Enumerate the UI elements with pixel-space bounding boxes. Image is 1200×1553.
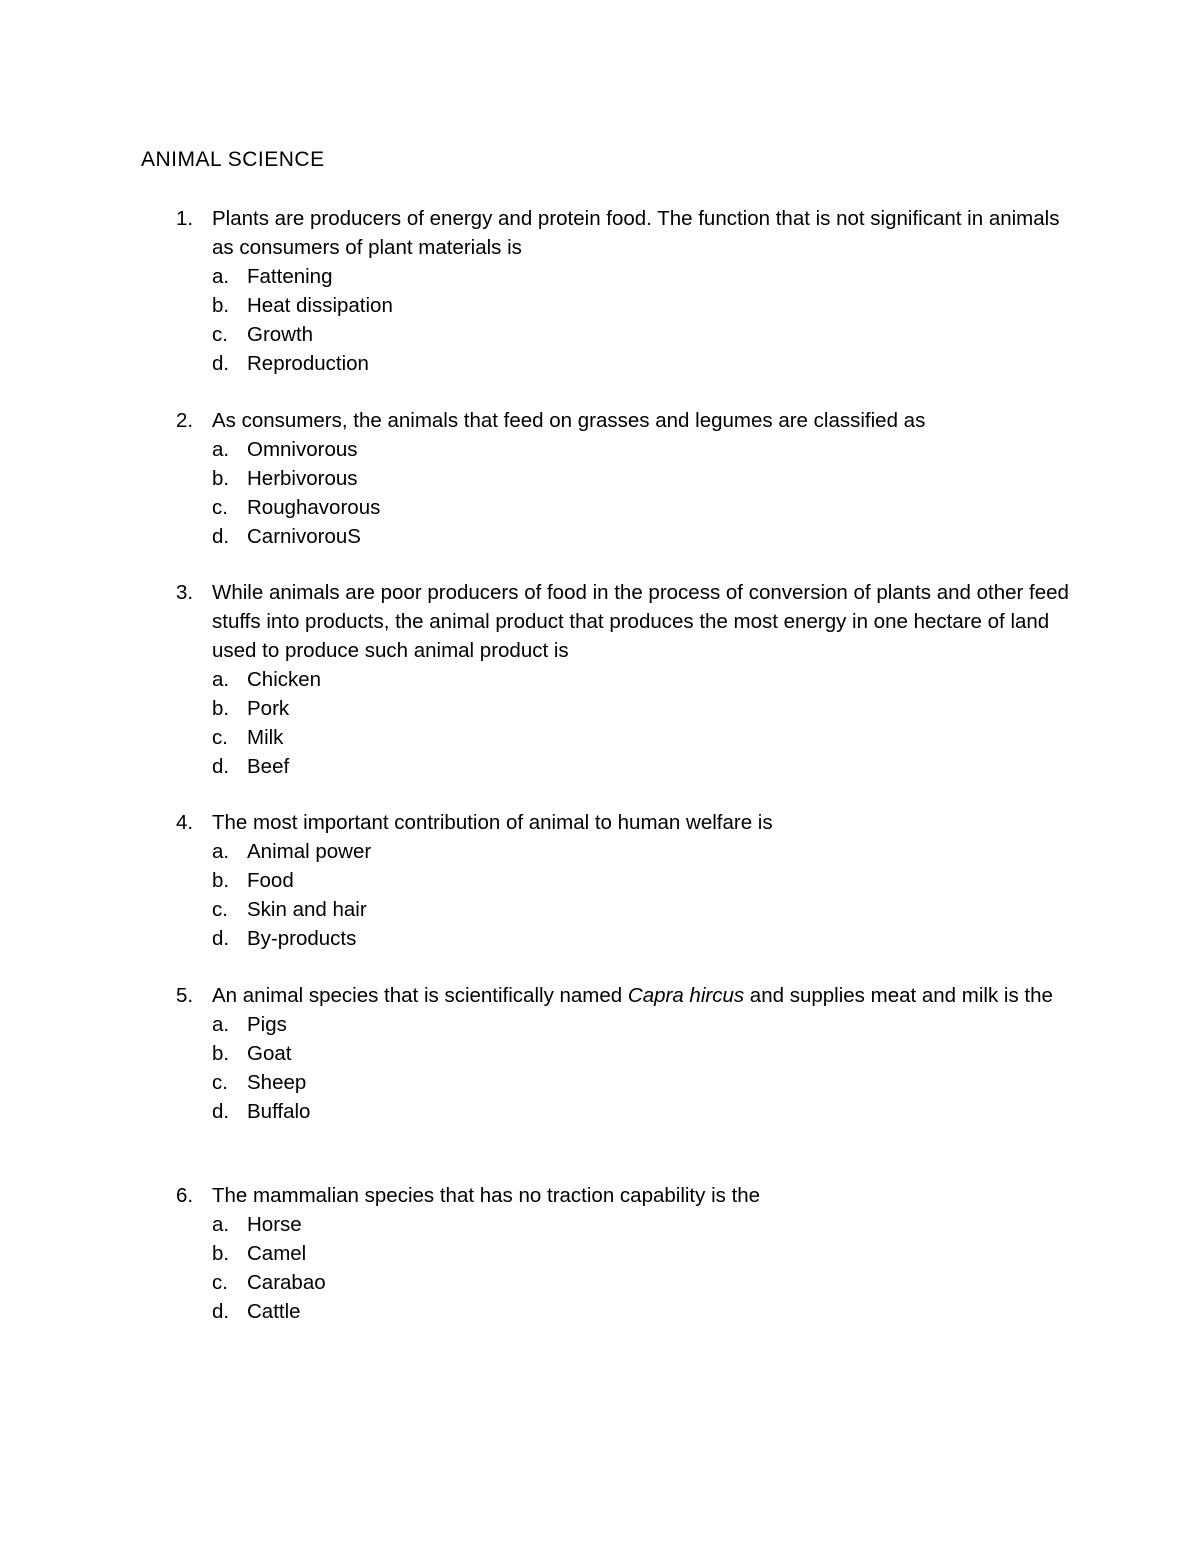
option-b <box>176 291 1076 320</box>
option-text: Buffalo <box>247 1100 311 1123</box>
option-letter: d. <box>212 525 230 548</box>
option-letter: a. <box>212 1013 230 1036</box>
question-number: 1. <box>176 207 194 230</box>
option-letter: b. <box>212 1242 230 1265</box>
option-a <box>176 262 1076 291</box>
answer-options <box>176 1010 1076 1126</box>
option-letter: b. <box>212 697 230 720</box>
option-letter: c. <box>212 726 228 749</box>
option-a <box>176 665 1076 694</box>
option-text: Pork <box>247 697 290 720</box>
option-letter: c. <box>212 898 228 921</box>
option-letter: c. <box>212 496 228 519</box>
option-text: Omnivorous <box>247 438 358 461</box>
option-text: Camel <box>247 1242 307 1265</box>
option-text: Fattening <box>247 265 333 288</box>
question-3 <box>176 578 1076 781</box>
option-c <box>176 493 1076 522</box>
option-d <box>176 924 1076 953</box>
option-b <box>176 464 1076 493</box>
question-number: 4. <box>176 811 194 834</box>
option-text: Skin and hair <box>247 898 367 921</box>
option-letter: c. <box>212 1271 228 1294</box>
option-d <box>176 522 1076 551</box>
option-text: Growth <box>247 323 314 346</box>
option-letter: d. <box>212 1300 230 1323</box>
option-letter: a. <box>212 668 230 691</box>
option-letter: b. <box>212 1042 230 1065</box>
option-text: Chicken <box>247 668 322 691</box>
question-number: 5. <box>176 984 194 1007</box>
question-5 <box>176 981 1076 1126</box>
option-d <box>176 752 1076 781</box>
option-letter: a. <box>212 265 230 288</box>
question-number: 6. <box>176 1184 194 1207</box>
option-b <box>176 1039 1076 1068</box>
option-a <box>176 837 1076 866</box>
option-text: By-products <box>247 927 357 950</box>
option-letter: c. <box>212 323 228 346</box>
option-b <box>176 866 1076 895</box>
answer-options <box>176 1210 1076 1326</box>
option-letter: a. <box>212 438 230 461</box>
answer-options <box>176 262 1076 378</box>
option-letter: b. <box>212 467 230 490</box>
option-text: Pigs <box>247 1013 287 1036</box>
option-text: CarnivorouS <box>247 525 361 548</box>
question-text: The most important contribution of animal to human welfare is <box>212 811 773 834</box>
option-c <box>176 320 1076 349</box>
scientific-name: Capra hircus <box>627 984 745 1007</box>
option-text: Animal power <box>247 840 372 863</box>
option-text: Heat dissipation <box>247 294 393 317</box>
option-text: Herbivorous <box>247 467 358 490</box>
question-text: As consumers, the animals that feed on grasses and legumes are classified as <box>212 409 926 432</box>
question-text: An animal species that is scientifically named Capra hircus and supplies meat and milk is the <box>212 984 1053 1007</box>
question-text: Plants are producers of energy and protein food. The function that is not significant in animals as consumers of plant materials is <box>212 207 1060 259</box>
option-text: Horse <box>247 1213 302 1236</box>
option-text: Sheep <box>247 1071 307 1094</box>
option-letter: b. <box>212 869 230 892</box>
answer-options <box>176 837 1076 953</box>
option-letter: a. <box>212 1213 230 1236</box>
option-d <box>176 1097 1076 1126</box>
option-letter: d. <box>212 1100 230 1123</box>
option-a <box>176 1010 1076 1039</box>
option-c <box>176 1268 1076 1297</box>
question-text: While animals are poor producers of food in the process of conversion of plants and other feed stuffs into products, the animal product that produces the most energy in one hectare of land used to produce such animal product is <box>212 581 1069 662</box>
answer-options <box>176 435 1076 551</box>
option-letter: d. <box>212 352 230 375</box>
option-letter: b. <box>212 294 230 317</box>
option-b <box>176 1239 1076 1268</box>
option-text: Goat <box>247 1042 292 1065</box>
document-title: ANIMAL SCIENCE <box>141 148 325 171</box>
option-c <box>176 1068 1076 1097</box>
question-2 <box>176 406 1076 551</box>
option-c <box>176 723 1076 752</box>
option-c <box>176 895 1076 924</box>
option-b <box>176 694 1076 723</box>
option-a <box>176 435 1076 464</box>
option-text: Carabao <box>247 1271 326 1294</box>
option-text: Reproduction <box>247 352 369 375</box>
option-d <box>176 1297 1076 1326</box>
option-a <box>176 1210 1076 1239</box>
option-text: Beef <box>247 755 290 778</box>
option-text: Milk <box>247 726 284 749</box>
question-number: 3. <box>176 581 194 604</box>
option-d <box>176 349 1076 378</box>
option-text: Roughavorous <box>247 496 381 519</box>
option-letter: d. <box>212 927 230 950</box>
option-text: Cattle <box>247 1300 301 1323</box>
question-text: The mammalian species that has no traction capability is the <box>212 1184 761 1207</box>
answer-options <box>176 665 1076 781</box>
option-text: Food <box>247 869 294 892</box>
option-letter: a. <box>212 840 230 863</box>
option-letter: d. <box>212 755 230 778</box>
question-number: 2. <box>176 409 194 432</box>
question-4 <box>176 808 1076 953</box>
question-6 <box>176 1181 1076 1326</box>
option-letter: c. <box>212 1071 228 1094</box>
question-1 <box>176 204 1076 378</box>
